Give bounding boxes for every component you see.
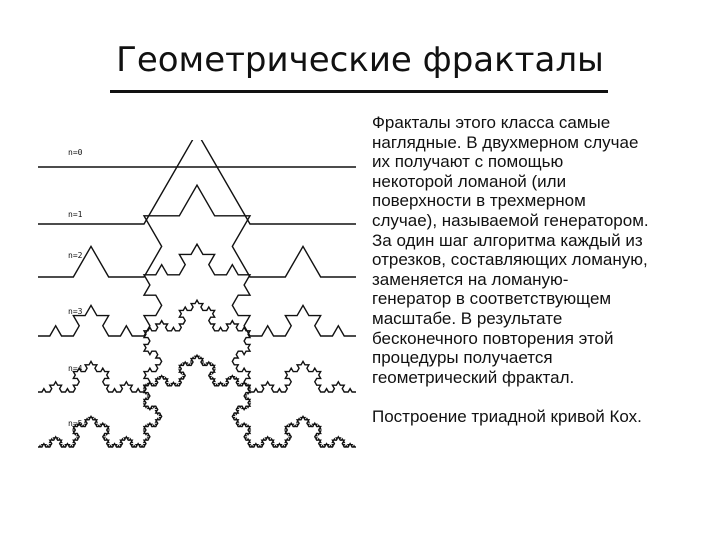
- iteration-label: n=0: [68, 148, 83, 157]
- body-line: генератор в соответствующем: [372, 289, 612, 309]
- body-line: За один шаг алгоритма каждый из: [372, 230, 643, 250]
- koch-curve-figure: [38, 140, 356, 470]
- body-line: бесконечного повторения этой: [372, 328, 614, 348]
- iteration-label: n=2: [68, 251, 83, 260]
- body-line: Фракталы этого класса самые: [372, 113, 611, 132]
- koch-curve-iteration-5: [38, 355, 356, 447]
- body-line: отрезков, составляющих ломаную,: [372, 250, 648, 270]
- koch-curve-iteration-3: [38, 244, 356, 336]
- figure-caption: Построение триадной кривой Кох.: [372, 407, 642, 427]
- body-text: [372, 113, 682, 427]
- slide-title: Геометрические фракталы: [116, 40, 604, 80]
- body-line: геометрический фрактал.: [372, 367, 575, 387]
- title-underline: [110, 90, 608, 93]
- body-line: заменяется на ломаную-: [372, 269, 569, 289]
- body-line: их получают с помощью: [372, 152, 564, 172]
- body-line: наглядные. В двухмерном случае: [372, 132, 639, 152]
- body-line: поверхности в трехмерном: [372, 191, 586, 211]
- koch-curve-iteration-2: [38, 185, 356, 277]
- koch-curve-svg: [38, 140, 356, 470]
- body-line: некоторой ломаной (или: [372, 171, 567, 191]
- iteration-label: n=3: [68, 307, 83, 316]
- koch-curve-iteration-1: [38, 140, 356, 224]
- body-line: случае), называемой генератором.: [372, 210, 649, 230]
- iteration-label: n=1: [68, 210, 83, 219]
- iteration-label: n=4: [68, 364, 83, 373]
- body-line: процедуры получается: [372, 348, 553, 368]
- body-line: масштабе. В результате: [372, 308, 563, 328]
- iteration-label: n=5: [68, 419, 83, 428]
